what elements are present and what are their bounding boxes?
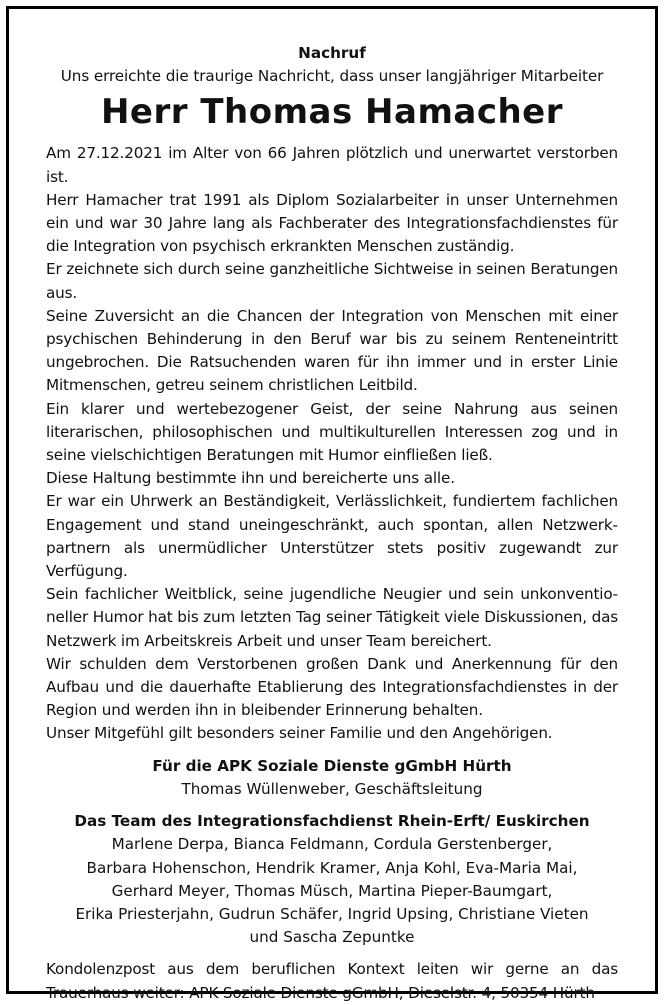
closing-note: Kondolenzpost aus dem beruflichen Kontext leiten wir gerne an das Trauerhaus weiter: APK Soziale Dienste gGmbH, Dieselstr. 4, 50354 Hürth <box>46 960 618 1002</box>
team-member-line: Erika Priesterjahn, Gudrun Schäfer, Ingrid Upsing, Christiane Vieten <box>75 904 589 923</box>
team-member-line: und Sascha Zepuntke <box>249 928 415 947</box>
signature-signer: Thomas Wüllenweber, Geschäftsleitung <box>181 779 483 798</box>
notice-heading: Nachruf <box>298 44 366 62</box>
paragraph: Am 27.12.2021 im Alter von 66 Jahren plötzlich und unerwartet verstorben ist. <box>46 144 618 186</box>
notice-intro: Uns erreichte die traurige Nachricht, dass unser langjähriger Mitarbeiter <box>60 67 604 86</box>
deceased-name: Herr Thomas Hamacher <box>100 92 564 133</box>
paragraph: Sein fachlicher Weitblick, seine jugendliche Neugier und sein unkonventioneller Humor hat bis zum letzten Tag seiner Tätigkeit viele Diskussionen, das Netzwerk im Arbeitskreis Arbeit und unser Team bereichert. <box>46 585 618 650</box>
team-title: Das Team des Integrationsfachdienst Rhein-Erft/ Euskirchen <box>74 812 590 831</box>
paragraph: Diese Haltung bestimmte ihn und bereicherte uns alle. <box>46 469 455 488</box>
paragraph: Herr Hamacher trat 1991 als Diplom Sozialarbeiter in unser Unternehmen ein und war 30 Jahre lang als Fachberater des Integrationsfachdienstes für die Integration von psychisch erkrankten Menschen zuständig. <box>46 190 618 256</box>
paragraph: Ein klarer und wertebezogener Geist, der seine Nahrung aus seinen literarischen, philosophischen und multikulturellen Interessen zog und in seine vielschichtigen Beratungen mit Humor einfließen ließ. <box>46 399 618 465</box>
paragraph: Unser Mitgefühl gilt besonders seiner Familie und den Angehörigen. <box>46 724 553 743</box>
team-member-line: Marlene Derpa, Bianca Feldmann, Cordula Gerstenberger, <box>111 835 553 854</box>
team-member-line: Gerhard Meyer, Thomas Müsch, Martina Pieper-Baumgart, <box>111 881 553 900</box>
paragraph: Seine Zuversicht an die Chancen der Integration von Menschen mit einer psychischen Behinderung in den Beruf war bis zu seinem Renteneintritt ungebrochen. Die Ratsuchenden waren für ihn immer und in erster Linie Mitmenschen, getreu seinem christlichen Leitbild. <box>46 306 618 395</box>
obituary-notice <box>46 42 618 1005</box>
paragraph: Er war ein Uhrwerk an Beständigkeit, Verlässlichkeit, fundiertem fachlichen Engagement und stand uneingeschränkt, auch spontan, allen Netzwerkpartnern als unermüdlicher Unterstützer stets positiv zugewandt zur Verfügung. <box>46 492 618 581</box>
team-member-line: Barbara Hohenschon, Hendrik Kramer, Anja Kohl, Eva-Maria Mai, <box>86 858 578 877</box>
paragraph: Er zeichnete sich durch seine ganzheitliche Sichtweise in seinen Beratungen aus. <box>46 260 618 302</box>
paragraph: Wir schulden dem Verstorbenen großen Dank und Anerkennung für den Aufbau und die dauerhafte Etablierung des Integrationsfachdienstes in der Region und werden ihn in bleibender Erinnerung behalten. <box>46 654 618 720</box>
signature-organization: Für die APK Soziale Dienste gGmbH Hürth <box>152 756 512 775</box>
